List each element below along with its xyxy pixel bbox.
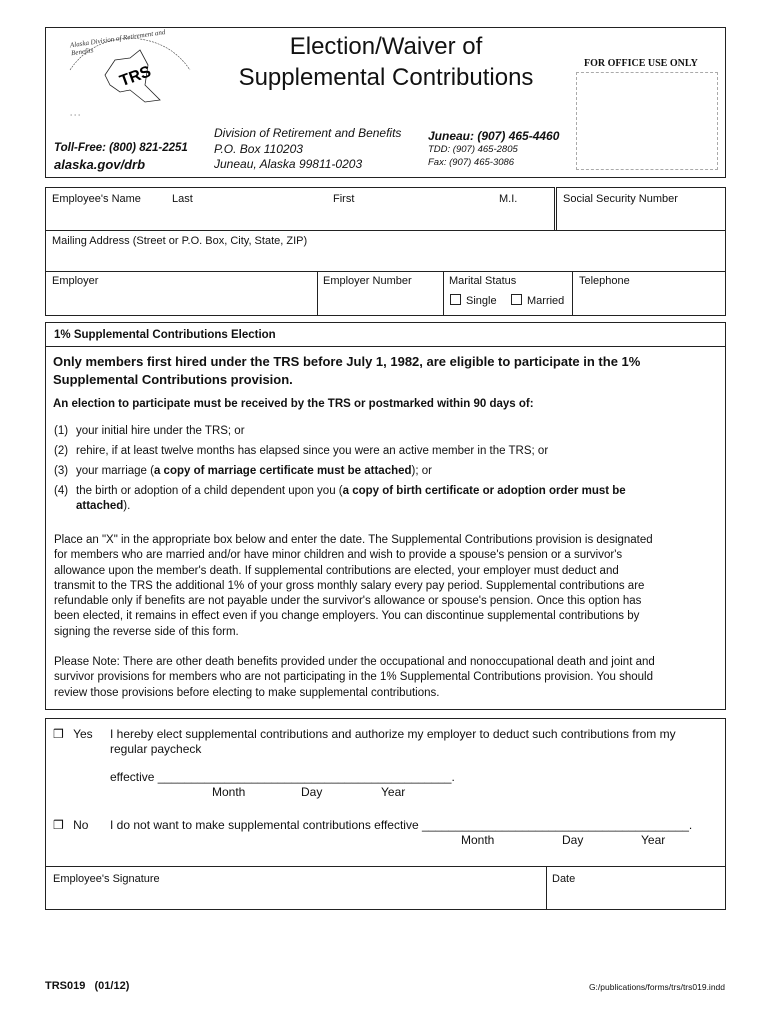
section-title-rule bbox=[45, 346, 726, 347]
list-item-text: rehire, if at least twelve months has elapsed since you were an active member in the TRS; or bbox=[76, 445, 549, 457]
form-code: TRS019 (01/12) bbox=[45, 980, 130, 992]
mailing-address-label: Mailing Address (Street or P.O. Box, City, State, ZIP) bbox=[52, 235, 308, 247]
juneau-phone: Juneau: (907) 465-4460 bbox=[428, 129, 560, 143]
address-line2: P.O. Box 110203 bbox=[214, 142, 303, 156]
employee-signature-field[interactable]: Employee's Signature bbox=[53, 873, 160, 885]
first-name-label: First bbox=[333, 193, 355, 205]
married-option[interactable] bbox=[511, 294, 564, 307]
married-checkbox[interactable] bbox=[511, 294, 522, 305]
seal-center-text: TRS bbox=[117, 63, 154, 91]
no-day-label: Day bbox=[562, 833, 584, 847]
file-path: G:/publications/forms/trs/trs019.indd bbox=[588, 982, 725, 992]
signature-divider bbox=[45, 866, 726, 867]
form-title-line2: Supplemental Contributions bbox=[238, 64, 534, 91]
office-use-box bbox=[576, 72, 718, 170]
list-item-number: (4) bbox=[54, 485, 69, 497]
last-name-label: Last bbox=[172, 193, 193, 205]
yes-checkbox[interactable]: ❒ bbox=[53, 727, 64, 741]
seal-ring-text: Alaska Division of Retirement and Benefits bbox=[69, 28, 166, 58]
single-option[interactable] bbox=[450, 294, 497, 307]
list-item-number: (3) bbox=[54, 465, 69, 477]
yes-option[interactable] bbox=[53, 727, 93, 741]
ssn-label: Social Security Number bbox=[563, 193, 678, 205]
form-title-line1: Election/Waiver of bbox=[289, 33, 483, 60]
no-statement-field[interactable]: I do not want to make supplemental contributions effective ________________________________________. bbox=[110, 818, 693, 832]
eligibility-heading-line2: Supplemental Contributions provision. bbox=[53, 372, 293, 387]
single-label: Single bbox=[466, 295, 497, 307]
list-item-text: your marriage ( bbox=[76, 465, 154, 477]
no-month-label: Month bbox=[461, 833, 495, 847]
yes-month-label: Month bbox=[212, 785, 246, 799]
signature-date-divider bbox=[546, 866, 547, 910]
explanation-paragraph: Place an "X" in the appropriate box below and enter the date. The Supplemental Contributions provision is designated for members who are married and/or have minor children and wish to provide a spouse's pension or a survivor's allowance upon the member's death. If supplemental contributions are elected, your employer must deduct and transmit to the TRS the additional 1% of your gross monthly salary every pay period. Supplemental contributions are refundable only if benefits are not payable under the survivor's allowance or spouse's pension. Once this option has been elected, it remains in effect even if you change employers. You can discontinue supplemental contributions by signing the reverse side of this form. bbox=[54, 534, 653, 638]
office-use-label: FOR OFFICE USE ONLY bbox=[584, 58, 698, 69]
employer-number-label: Employer Number bbox=[323, 275, 412, 287]
yes-statement-line1: I hereby elect supplemental contributions and authorize my employer to deduct such contributions from my bbox=[110, 727, 676, 741]
marital-status-label: Marital Status bbox=[449, 275, 517, 287]
fax-number: Fax: (907) 465-3086 bbox=[428, 157, 515, 168]
employee-name-label: Employee's Name bbox=[52, 193, 141, 205]
list-item-bold-text: a copy of birth certificate or adoption order must be bbox=[342, 485, 626, 497]
please-note-paragraph: Please Note: There are other death benefits provided under the occupational and nonoccupational death and joint and survivor provisions for members who are not participating in the 1% Supplemental Contributions provision. You should review those provisions before electing to make supplemental contributions. bbox=[54, 656, 655, 699]
no-label: No bbox=[73, 818, 89, 832]
address-line1: Division of Retirement and Benefits bbox=[214, 126, 402, 140]
employer-label: Employer bbox=[52, 275, 99, 287]
signature-date-field[interactable]: Date bbox=[552, 873, 576, 885]
yes-statement-line2: regular paycheck bbox=[110, 742, 202, 756]
mi-label: M.I. bbox=[499, 193, 518, 205]
yes-year-label: Year bbox=[381, 785, 406, 799]
toll-free: Toll-Free: (800) 821-2251 bbox=[54, 142, 188, 154]
list-item-text: your initial hire under the TRS; or bbox=[76, 425, 245, 437]
website: alaska.gov/drb bbox=[54, 157, 146, 172]
list-item-number: (1) bbox=[54, 425, 69, 437]
married-label: Married bbox=[527, 295, 565, 307]
list-item-text-end: ); or bbox=[411, 465, 432, 477]
list-item-text-end: ). bbox=[123, 500, 131, 512]
yes-day-label: Day bbox=[301, 785, 323, 799]
tdd-phone: TDD: (907) 465-2805 bbox=[428, 144, 518, 155]
no-year-label: Year bbox=[641, 833, 666, 847]
list-item-bold-text: a copy of marriage certificate must be attached bbox=[153, 465, 412, 477]
deadline-subheading: An election to participate must be received by the TRS or postmarked within 90 days of: bbox=[53, 398, 534, 410]
no-option[interactable] bbox=[53, 818, 88, 832]
section-title: 1% Supplemental Contributions Election bbox=[54, 329, 276, 341]
yes-label: Yes bbox=[73, 727, 93, 741]
eligibility-heading-line1: Only members first hired under the TRS before July 1, 1982, are eligible to participate in the 1% bbox=[53, 354, 641, 369]
svg-text:· · ·: · · · bbox=[70, 111, 80, 120]
telephone-label: Telephone bbox=[579, 275, 630, 287]
address-line3: Juneau, Alaska 99811-0203 bbox=[214, 157, 363, 171]
no-checkbox[interactable]: ❒ bbox=[53, 818, 64, 832]
list-item-number: (2) bbox=[54, 445, 69, 457]
list-item-bold-text-2: attached bbox=[76, 500, 124, 512]
yes-effective-date-field[interactable]: effective ____________________________________________. bbox=[110, 770, 455, 784]
single-checkbox[interactable] bbox=[450, 294, 461, 305]
list-item-text: the birth or adoption of a child dependent upon you ( bbox=[76, 485, 343, 497]
